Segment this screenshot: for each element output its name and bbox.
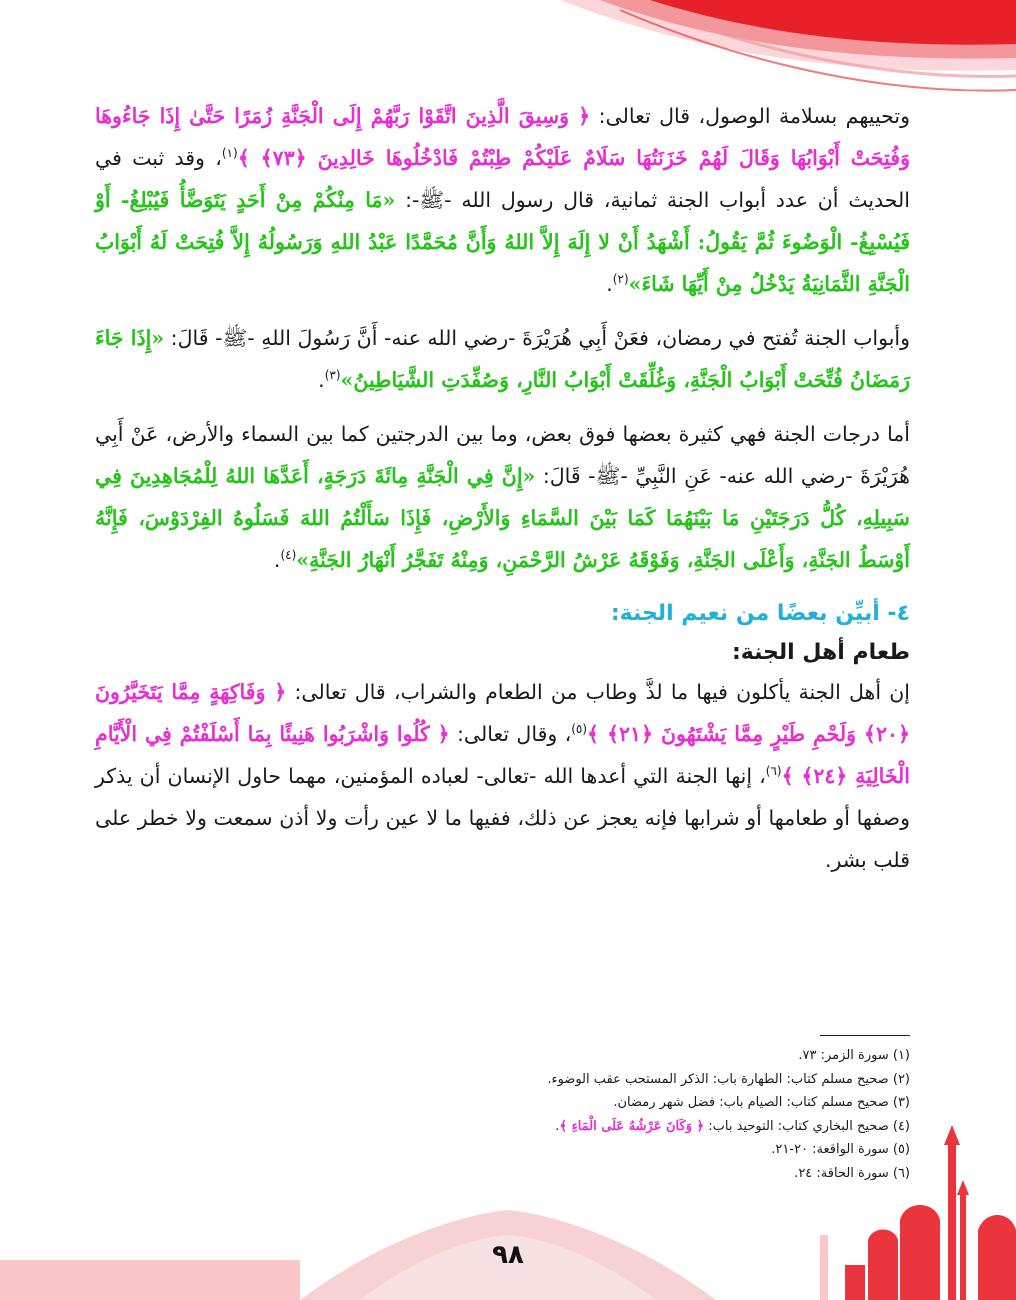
sub-heading: طعام أهل الجنة: <box>731 640 910 665</box>
section-heading: ٤- أبيِّن بعضًا من نعيم الجنة: <box>610 601 910 626</box>
footnote-ref: (٣) <box>324 368 341 383</box>
footnote-ref: (٢) <box>612 272 629 287</box>
paragraph-text: إن أهل الجنة يأكلون فيها ما لذَّ وطاب من الطعام والشراب، قال تعالى: <box>286 680 910 704</box>
footnote-item <box>300 1138 910 1162</box>
paragraph-ramadan <box>95 317 910 401</box>
paragraph-text: أما درجات الجنة فهي كثيرة بعضها فوق بعض، وما بين الدرجتين كما بين السماء والأرض، عَنْ أَبِي هُرَيْرَةَ -رضي الله عنه- عَنِ النَّبِيِّ -ﷺ- قَالَ: <box>95 422 910 488</box>
paragraph-text: ، وقد ثبت في الحديث أن عدد أبواب الجنة ثمانية، قال رسول الله -ﷺ-: <box>95 146 910 212</box>
footnote-item <box>300 1091 910 1115</box>
paragraph-text: وتحييهم بسلامة الوصول، قال تعالى: <box>590 104 910 128</box>
footnote-item <box>300 1162 910 1186</box>
paragraph-end: . <box>318 368 325 392</box>
footnote-item <box>300 1044 910 1068</box>
paragraph-text: وأبواب الجنة تُفتح في رمضان، فعَنْ أَبِي هُرَيْرَةَ -رضي الله عنه- أَنَّ رَسُولَ اللهِ -ﷺ- قَالَ: <box>164 326 910 350</box>
footnote-item <box>300 1115 910 1139</box>
paragraph-degrees <box>95 413 910 581</box>
footnote-end: . <box>555 1118 560 1134</box>
footnote-quran-verse: ﴿ وَكَانَ عَرْشُهُ عَلَى الْمَاءِ ﴾ <box>559 1118 705 1134</box>
footnote-text: (٤) صحيح البخاري كتاب: التوحيد باب: <box>704 1118 910 1134</box>
paragraph-text: ، إنها الجنة التي أعدها الله -تعالى- لعباده المؤمنين، مهما حاول الإنسان أن يذكر وصفها أو طعامها أو شرابها فإنه يعجز عن ذلك، ففيها ما لا عين رأت ولا أذن سمعت ولا خطر على قلب بشر. <box>95 764 910 872</box>
hadith-text: «إِذَا جَاءَ رَمَضَانُ فُتِّحَتْ أَبْوَابُ الْجَنَّةِ، وَغُلِّقَتْ أَبْوَابُ النَّارِ، وَصُفِّدَتِ الشَّيَاطِينُ» <box>95 326 910 392</box>
footnote-ref: (١) <box>221 146 238 161</box>
paragraph-end: . <box>606 272 613 296</box>
paragraph-food <box>95 671 910 881</box>
paragraph-end: . <box>273 548 281 572</box>
quran-verse: ﴿ وَفَاكِهَةٍ مِمَّا يَتَخَيَّرُونَ ﴿٢٠﴾ وَلَحْمِ طَيْرٍ مِمَّا يَشْتَهُونَ ﴿٢١﴾ ﴾ <box>95 680 910 746</box>
footnote-text: (١) سورة الزمر: ٧٣. <box>798 1048 910 1063</box>
footnotes <box>300 1035 910 1185</box>
footnote-ref: (٦) <box>765 764 782 779</box>
footnote-text: (٥) سورة الواقعة: ٢٠-٢١. <box>771 1142 910 1157</box>
paragraph-text: ، وقال تعالى: <box>449 722 572 746</box>
footnote-text: (٦) سورة الحاقة: ٢٤. <box>794 1165 910 1181</box>
quran-verse: ﴿ وَسِيقَ الَّذِينَ اتَّقَوْا رَبَّهُمْ إِلَى الْجَنَّةِ زُمَرًا حَتَّىٰ إِذَا جَاءُوهَا وَفُتِحَتْ أَبْوَابُهَا وَقَالَ لَهُمْ خَزَنَتُهَا سَلَامٌ عَلَيْكُمْ طِبْتُمْ فَادْخُلُوهَا خَالِدِينَ ﴿٧٣﴾ ﴾ <box>95 104 910 170</box>
footnote-ref: (٥) <box>571 722 588 737</box>
footnote-item <box>300 1068 910 1092</box>
page-number: ٩٨ <box>492 1240 524 1270</box>
page-body <box>95 95 910 893</box>
hadith-text: «مَا مِنْكُمْ مِنْ أَحَدٍ يَتَوَضَّأُ فَيُبْلِغُ- أَوْ فَيُسْبِغُ- الْوَضُوءَ ثُمَّ يَقُولُ: أَشْهَدُ أَنْ لا إِلَهَ إِلاَّ اللهُ وَأَنَّ مُحَمَّدًا عَبْدُ اللهِ وَرَسُولُهُ إِلاَّ فُتِحَتْ لَهُ أَبْوَابُ الْجَنَّةِ الثَّمَانِيَةُ يَدْخُلُ مِنْ أَيِّهَا شَاءَ» <box>95 188 910 296</box>
hadith-text: «إِنَّ فِي الْجَنَّةِ مِائَةَ دَرَجَةٍ، أَعَدَّهَا اللهُ لِلْمُجَاهِدِينَ فِي سَبِيلِهِ، كُلُّ دَرَجَتَيْنِ مَا بَيْنَهُمَا كَمَا بَيْنَ السَّمَاءِ وَالأَرْضِ، فَإِذَا سَأَلْتُمُ اللهَ فَسَلُوهُ الفِرْدَوْسَ، فَإِنَّهُ أَوْسَطُ الجَنَّةِ، وَأَعْلَى الجَنَّةِ، وَفَوْقَهُ عَرْشُ الرَّحْمَنِ، وَمِنْهُ تَفَجَّرُ أَنْهَارُ الجَنَّةِ» <box>95 464 910 572</box>
footnote-text: (٢) صحيح مسلم كتاب: الطهارة باب: الذكر المستحب عقب الوضوء. <box>547 1071 910 1087</box>
quran-verse: ﴿ كُلُوا وَاشْرَبُوا هَنِيئًا بِمَا أَسْلَفْتُمْ فِي الْأَيَّامِ الْخَالِيَةِ ﴿٢٤﴾ ﴾ <box>95 722 910 788</box>
paragraph-gates-of-paradise <box>95 95 910 305</box>
footnote-divider <box>820 1035 910 1036</box>
footnote-ref: (٤) <box>280 548 297 563</box>
footnote-text: (٣) صحيح مسلم كتاب: الصيام باب: فضل شهر رمضان. <box>613 1095 910 1110</box>
